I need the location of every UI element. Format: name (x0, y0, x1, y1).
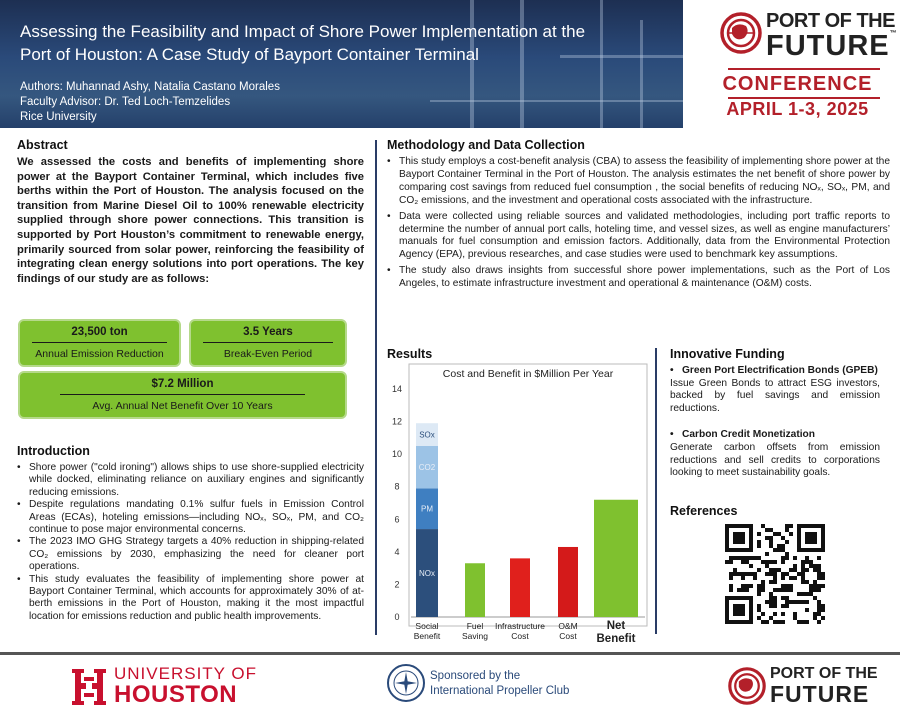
qr-module (773, 560, 777, 564)
qr-module (817, 604, 821, 608)
qr-module (797, 592, 801, 596)
qr-module (737, 572, 741, 576)
qr-module (765, 572, 769, 576)
qr-module (817, 612, 821, 616)
qr-module (805, 620, 809, 624)
qr-module (801, 560, 805, 564)
abstract-heading: Abstract (17, 138, 68, 152)
qr-module (805, 556, 809, 560)
qr-module (781, 596, 785, 600)
qr-module (773, 572, 777, 576)
uh-university-of: UNIVERSITY OF (114, 664, 258, 683)
qr-module (765, 528, 769, 532)
conference-label: CONFERENCE (722, 73, 873, 95)
list-item: • Data were collected using reliable sources and validated methodologies, including port traffic reports to determine the number of annual port calls, hoteling time, and vessel sizes, as well as engine manufacturers’ manuals for fuel consumption and emission factors. Additionally, data from the Environmental Protection Agency (EPA), previous researches, and case studies were used to benchmark key assumptions. (387, 211, 890, 263)
qr-module (765, 560, 769, 564)
qr-module (777, 548, 781, 552)
qr-module (801, 592, 805, 596)
stat-value: $7.2 Million (151, 378, 214, 390)
qr-module (773, 600, 777, 604)
qr-module (813, 568, 817, 572)
column-divider (655, 348, 657, 634)
qr-module (741, 576, 745, 580)
stat-break-even (189, 319, 347, 367)
qr-module (801, 576, 805, 580)
qr-module (741, 560, 745, 564)
qr-module (785, 540, 789, 544)
qr-module (745, 572, 749, 576)
qr-module (821, 576, 825, 580)
qr-module (757, 584, 761, 588)
qr-module (761, 588, 765, 592)
qr-module (769, 544, 773, 548)
list-item: • This study employs a cost-benefit analysis (CBA) to assess the feasibility of implementing shore power at the Bayport Container Terminal in the Port of Houston. The analysis estimates the net benefit of shore power by comparing cost savings from reduced fuel consumption , the social benefits of reducing NOₓ, SOₓ, PM, and CO₂ emissions, and the investment and operational costs associated with the infrastructure. (387, 156, 890, 208)
qr-module (757, 568, 761, 572)
qr-module (801, 572, 805, 576)
qr-module (757, 544, 761, 548)
qr-module (757, 532, 761, 536)
qr-module (785, 552, 789, 556)
qr-module (757, 588, 761, 592)
qr-module (729, 556, 733, 560)
qr-module (813, 584, 817, 588)
funding-item-carbon-title: • Carbon Credit Monetization (670, 429, 880, 442)
qr-module (729, 576, 733, 580)
qr-module (745, 584, 749, 588)
qr-module (769, 568, 773, 572)
qr-module (781, 548, 785, 552)
qr-module (781, 560, 785, 564)
footer-port-logo (728, 665, 898, 713)
bar-segment-label: CO2 (418, 463, 436, 473)
university: Rice University (20, 111, 97, 123)
qr-module (781, 620, 785, 624)
x-tick-label: O&M (558, 621, 578, 631)
bar-segment-label: SOx (419, 430, 435, 440)
qr-module (781, 556, 785, 560)
qr-module (761, 560, 765, 564)
funding-heading: Innovative Funding (670, 347, 785, 361)
x-tick-label: Benefit (413, 631, 441, 641)
qr-module (805, 532, 817, 544)
qr-module (773, 604, 777, 608)
poster-title: Assessing the Feasibility and Impact of Shore Power Implementation at the Port of Houston: A Case Study of Bayport Container Terminal (20, 22, 586, 64)
qr-module (769, 616, 773, 620)
qr-module (781, 544, 785, 548)
qr-module (733, 572, 737, 576)
bar (594, 500, 638, 617)
qr-module (761, 580, 765, 584)
list-item: • This study evaluates the feasibility of implementing shore power at Bayport Container Terminal, which accounts for approximately 30% of at-berth emissions in the Port of Houston, making it the most impactful location for emissions reduction and public health improvements. (17, 574, 364, 624)
qr-module (817, 584, 821, 588)
introduction-list (17, 462, 364, 623)
qr-module (741, 556, 745, 560)
qr-module (785, 556, 789, 560)
qr-module (817, 620, 821, 624)
port-of-future-logo (720, 10, 898, 65)
qr-module (773, 532, 777, 536)
list-item: • The 2023 IMO GHG Strategy targets a 40% reduction in shipping-related CO₂ emissions by 2030, emphasizing the need for cleaner port operations. (17, 536, 364, 573)
globe-icon (720, 12, 762, 54)
qr-module (821, 584, 825, 588)
qr-module (789, 584, 793, 588)
qr-module (745, 588, 749, 592)
results-heading: Results (387, 347, 433, 361)
qr-module (729, 584, 733, 588)
qr-module (757, 608, 761, 612)
qr-module (805, 580, 809, 584)
qr-module (797, 620, 801, 624)
qr-module (805, 592, 809, 596)
faculty-advisor: Faculty Advisor: Dr. Ted Loch-Temzelides (20, 96, 231, 108)
qr-module (817, 564, 821, 568)
qr-module (789, 588, 793, 592)
qr-module (761, 612, 765, 616)
stat-value: 23,500 ton (71, 326, 128, 338)
x-tick-label: Social (415, 621, 439, 631)
qr-module (757, 540, 761, 544)
qr-module (793, 564, 797, 568)
qr-module (777, 568, 781, 572)
qr-module (797, 572, 801, 576)
y-tick-label: 4 (394, 546, 400, 557)
qr-module (813, 612, 817, 616)
qr-module (753, 556, 757, 560)
bar-segment-label: PM (421, 504, 433, 514)
uh-houston: HOUSTON (114, 681, 238, 708)
qr-module (725, 560, 729, 564)
qr-module (785, 600, 789, 604)
qr-module (781, 584, 785, 588)
qr-module (757, 616, 761, 620)
qr-module (745, 556, 749, 560)
x-tick-label: Cost (559, 631, 577, 641)
qr-module (741, 572, 745, 576)
results-chart (387, 363, 649, 645)
qr-module (733, 604, 745, 616)
qr-module (769, 572, 773, 576)
conference-dates: APRIL 1-3, 2025 (726, 99, 869, 119)
qr-module (737, 556, 741, 560)
chart-title: Cost and Benefit in $Million Per Year (442, 368, 614, 380)
qr-module (729, 560, 733, 564)
qr-module (805, 600, 809, 604)
qr-module (781, 612, 785, 616)
qr-module (801, 564, 805, 568)
bar (558, 547, 578, 617)
x-tick-label: Benefit (596, 633, 636, 645)
qr-module (821, 604, 825, 608)
qr-module (729, 572, 733, 576)
qr-module (781, 536, 785, 540)
sponsor-line1: Sponsored by the (430, 670, 521, 682)
x-tick-label: Infrastructure (494, 621, 546, 631)
qr-module (769, 540, 773, 544)
qr-module (821, 616, 825, 620)
globe-icon (728, 667, 766, 705)
footer-logo-line1: PORT OF THE (770, 665, 878, 682)
poster-header (0, 0, 900, 128)
qr-module (821, 608, 825, 612)
list-item: • The study also draws insights from successful shore power implementations, such as the Port of Los Angeles, to estimate infrastructure investment and operational & maintenance (O&M) costs. (387, 265, 890, 291)
uh-logo-icon (70, 667, 108, 707)
qr-module (769, 560, 773, 564)
qr-module (809, 588, 813, 592)
footer-logo-line2: FUTURE (770, 681, 870, 707)
qr-module (785, 596, 789, 600)
qr-module (749, 572, 753, 576)
bar (510, 558, 530, 617)
qr-module (813, 588, 817, 592)
funding-item-carbon-text: Generate carbon offsets from emission reductions and sell credits to corporations looking to meet sustainability goals. (670, 441, 880, 479)
header-banner (0, 0, 683, 128)
qr-module (801, 600, 805, 604)
qr-module (817, 556, 821, 560)
bar-segment-label: NOx (419, 569, 435, 579)
qr-module (789, 532, 793, 536)
qr-module (801, 580, 805, 584)
stat-value: 3.5 Years (243, 326, 293, 338)
qr-module (757, 604, 761, 608)
qr-module (749, 556, 753, 560)
qr-module (817, 600, 821, 604)
qr-module (781, 604, 785, 608)
qr-module (793, 556, 797, 560)
qr-module (809, 560, 813, 564)
qr-module (765, 536, 769, 540)
qr-module (769, 596, 773, 600)
authors-block (20, 80, 280, 125)
qr-module (769, 592, 773, 596)
qr-module (761, 584, 765, 588)
qr-module (733, 568, 737, 572)
qr-module (733, 532, 745, 544)
qr-module (773, 612, 777, 616)
qr-module (813, 580, 817, 584)
qr-module (769, 528, 773, 532)
stat-label: Break-Even Period (223, 348, 313, 360)
qr-module (785, 528, 789, 532)
stat-label: Annual Emission Reduction (35, 348, 164, 360)
x-tick-label: Saving (462, 631, 488, 641)
qr-module (777, 544, 781, 548)
methodology-list (387, 156, 890, 294)
qr-module (789, 576, 793, 580)
qr-module (781, 572, 785, 576)
qr-module (773, 568, 777, 572)
logo-line2: FUTURE™ (766, 30, 898, 62)
qr-module (757, 592, 761, 596)
sponsor-line2: International Propeller Club (430, 685, 570, 697)
qr-module (789, 524, 793, 528)
qr-module (817, 568, 821, 572)
funding-item-gpeb-text: Issue Green Bonds to attract ESG investors, backed by fuel savings and emission reductions. (670, 377, 880, 414)
qr-module (729, 588, 733, 592)
qr-module (801, 568, 805, 572)
qr-module (773, 548, 777, 552)
logo-line1: PORT OF THE (766, 10, 895, 32)
bar (465, 563, 485, 617)
qr-module (773, 620, 777, 624)
qr-module (765, 620, 769, 624)
divider (728, 68, 880, 70)
qr-module (785, 604, 789, 608)
introduction-heading: Introduction (17, 444, 90, 458)
qr-module (793, 612, 797, 616)
column-divider (375, 140, 377, 635)
qr-module (793, 600, 797, 604)
qr-module (765, 552, 769, 556)
qr-module (765, 600, 769, 604)
qr-module (801, 620, 805, 624)
qr-module (809, 592, 813, 596)
qr-module (813, 616, 817, 620)
qr-module (769, 536, 773, 540)
poster-footer (0, 655, 900, 720)
x-tick-label: Cost (511, 631, 529, 641)
qr-module (817, 588, 821, 592)
qr-module (769, 580, 773, 584)
qr-module (769, 600, 773, 604)
qr-module (781, 588, 785, 592)
qr-module (737, 588, 741, 592)
y-tick-label: 0 (394, 612, 400, 622)
qr-module (785, 572, 789, 576)
qr-module (773, 580, 777, 584)
qr-module (785, 584, 789, 588)
qr-module (789, 600, 793, 604)
y-tick-label: 12 (391, 416, 403, 427)
sponsor-text (430, 669, 569, 699)
qr-code-icon[interactable] (725, 524, 825, 624)
qr-module (745, 560, 749, 564)
qr-module (777, 532, 781, 536)
y-tick-label: 8 (394, 481, 400, 492)
x-tick-label: Net (606, 620, 626, 632)
qr-module (793, 616, 797, 620)
qr-module (749, 584, 753, 588)
qr-module (741, 584, 745, 588)
qr-module (761, 620, 765, 624)
authors: Authors: Muhannad Ashy, Natalia Castano Morales (20, 81, 280, 93)
qr-module (789, 568, 793, 572)
abstract-text: We assessed the costs and benefits of implementing shore power at the Bayport Container Terminal, which includes five berths within the Port of Houston. The analysis focused on the transition from Marine Diesel Oil to 100% renewable electricity supplied through shore power connections. This transition is supported by Port Houston’s commitment to renewable energy, primarily sourced from solar power, reinforcing the feasibility of integrating clean energy solutions into port operations. The key findings of our study are as follows: (17, 156, 364, 285)
qr-module (773, 588, 777, 592)
qr-module (773, 576, 777, 580)
stat-label: Avg. Annual Net Benefit Over 10 Years (92, 400, 273, 412)
qr-module (813, 596, 817, 600)
qr-module (821, 572, 825, 576)
methodology-heading: Methodology and Data Collection (387, 138, 585, 152)
qr-module (761, 524, 765, 528)
x-tick-label: Fuel (466, 621, 484, 631)
y-tick-label: 10 (391, 449, 403, 460)
stat-emission-reduction (18, 319, 181, 367)
list-item: • Shore power ("cold ironing") allows ships to use shore-supplied electricity while docked, eliminating reliance on auxiliary engines and significantly reducing emissions. (17, 462, 364, 499)
qr-module (793, 568, 797, 572)
funding-section (670, 365, 880, 480)
qr-module (813, 564, 817, 568)
bar-chart (387, 363, 649, 645)
list-item: • Despite regulations mandating 0.1% sulfur fuels in Emission Control Areas (ECAs), hoteling emissions—including NOₓ, SOₓ, PM, and CO₂ continue to pose major environmental concerns. (17, 499, 364, 536)
qr-module (733, 556, 737, 560)
qr-module (765, 564, 769, 568)
qr-module (741, 588, 745, 592)
qr-module (805, 568, 809, 572)
qr-module (805, 608, 809, 612)
qr-module (769, 604, 773, 608)
qr-module (797, 600, 801, 604)
qr-module (817, 572, 821, 576)
qr-module (809, 564, 813, 568)
qr-module (817, 576, 821, 580)
qr-module (793, 576, 797, 580)
qr-module (781, 576, 785, 580)
qr-module (785, 524, 789, 528)
qr-module (817, 608, 821, 612)
qr-module (773, 596, 777, 600)
qr-module (809, 584, 813, 588)
references-heading: References (670, 504, 738, 518)
qr-module (785, 588, 789, 592)
qr-module (777, 620, 781, 624)
y-tick-label: 6 (394, 514, 400, 525)
qr-module (753, 572, 757, 576)
qr-module (777, 588, 781, 592)
y-tick-label: 2 (394, 579, 400, 590)
qr-module (757, 556, 761, 560)
propeller-club-seal-icon (386, 663, 426, 703)
funding-item-gpeb-title: • Green Port Electrification Bonds (GPEB) (670, 365, 880, 378)
qr-module (753, 576, 757, 580)
stat-net-benefit (18, 371, 347, 419)
y-tick-label: 14 (391, 384, 403, 394)
qr-module (805, 560, 809, 564)
qr-module (749, 564, 753, 568)
conference-brand (700, 6, 898, 124)
